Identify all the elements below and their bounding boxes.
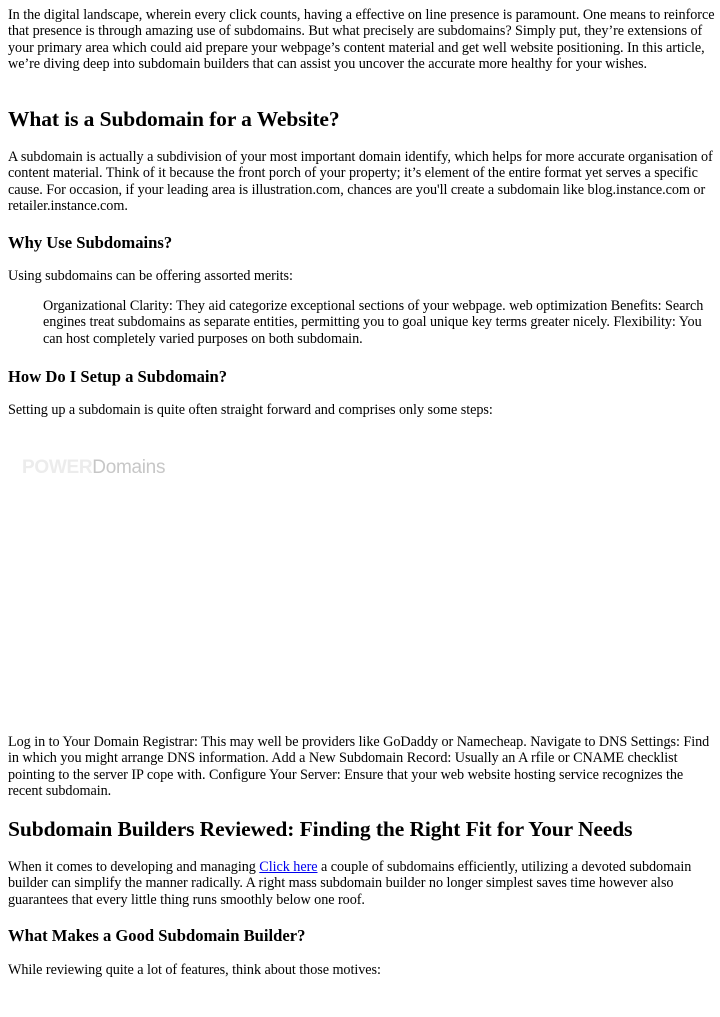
logo-domains-text: Domains xyxy=(92,457,166,478)
paragraph-builders-reviewed xyxy=(8,859,716,908)
logo-power-text: POWER xyxy=(22,457,93,478)
heading-why-use-subdomains: Why Use Subdomains? xyxy=(8,233,173,252)
paragraph-good-subdomain-builder: While reviewing quite a lot of features, think about those motives: xyxy=(8,962,381,978)
heading-good-subdomain-builder: What Makes a Good Subdomain Builder? xyxy=(8,926,306,945)
paragraph-how-setup-subdomain: Setting up a subdomain is quite often straight forward and comprises only some steps: xyxy=(8,402,493,418)
powerdomains-logo-image xyxy=(22,456,165,480)
reviewed-text-after: a couple of subdomains efficiently, utilizing a devoted subdomain builder can simplify the manner radically. A right mass subdomain builder no longer simplest saves time however also guarantees that every little thing runs smoothly below one roof. xyxy=(8,859,692,908)
paragraph-why-use-subdomains: Using subdomains can be offering assorted merits: xyxy=(8,268,293,284)
reviewed-text-before: When it comes to developing and managing xyxy=(8,859,260,875)
paragraph-what-is-subdomain: A subdomain is actually a subdivision of your most important domain identify, which helps for more accurate organisation of content material. Think of it because the front porch of your property; it’s element of the entire format yet serves a specific cause. For occasion, if your leading area is illustration.com, chances are you'll create a subdomain like blog.instance.com or retailer.instance.com. xyxy=(8,149,713,215)
intro-paragraph: In the digital landscape, wherein every click counts, having a effective on line presence is paramount. One means to reinforce that presence is through amazing use of subdomains. But what precisely are subdomains? Simply put, they’re extensions of your primary area which could aid prepare your webpage’s content material and get well website positioning. In this article, we’re diving deep into subdomain builders that can assist you uncover the accurate more healthy for your wishes. xyxy=(8,7,715,73)
heading-how-setup-subdomain: How Do I Setup a Subdomain? xyxy=(8,367,228,386)
blockquote-merits: Organizational Clarity: They aid categorize exceptional sections of your webpage. web optimization Benefits: Search engines treat subdomains as separate entities, permitting you to goal unique key terms greater nicely. Flexibility: You can host completely varied purposes on both subdomain. xyxy=(43,298,704,347)
heading-subdomain-builders-reviewed: Subdomain Builders Reviewed: Finding the Right Fit for Your Needs xyxy=(8,817,633,841)
click-here-link[interactable]: Click here xyxy=(259,859,318,875)
heading-what-is-subdomain: What is a Subdomain for a Website? xyxy=(8,107,340,131)
paragraph-setup-steps: Log in to Your Domain Registrar: This may well be providers like GoDaddy or Namecheap. Navigate to DNS Settings: Find in which you might arrange DNS information. Add a New Subdomain Record: Usually an A rfile or CNAME checklist pointing to the server IP cope with. Configure Your Server: Ensure that your web website hosting service recognizes the recent subdomain. xyxy=(8,734,710,800)
